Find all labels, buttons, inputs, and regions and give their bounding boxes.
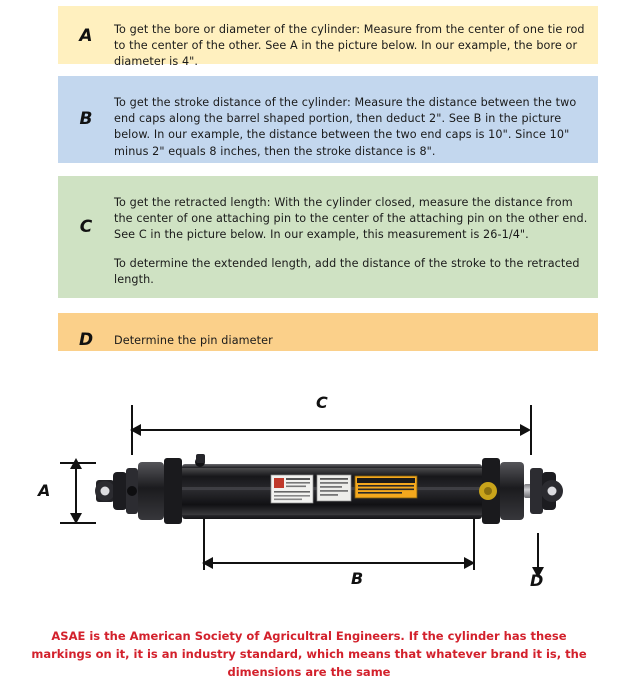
- instruction-block-d: [58, 313, 598, 351]
- block-c-body: [114, 184, 588, 288]
- right-clevis: [530, 468, 563, 514]
- block-a-body: [114, 14, 588, 71]
- c-right-arrowhead: [520, 424, 531, 436]
- block-a-letter: A: [79, 26, 93, 46]
- dimension-label-b: B: [351, 569, 364, 588]
- block-b-letter: B: [79, 109, 93, 129]
- block-c-paragraph-1: To get the retracted length: With the cylinder closed, measure the distance from the center of one attaching pin to the center of the attaching pin on the other end. See C in the picture below. In our example, this measurement is 26-1/4".: [114, 196, 588, 242]
- b-dimension-line: [208, 562, 470, 564]
- block-a-paragraph-1: To get the bore or diameter of the cylinder: Measure from the center of one tie rod to the center of the other. See A in the picture below. In our example, the bore or diameter is 4".: [114, 23, 585, 69]
- c-left-arrowhead: [130, 424, 141, 436]
- left-end-cap: [138, 462, 164, 520]
- hydraulic-cylinder-illustration: [0, 440, 618, 550]
- dimension-label-c: C: [316, 393, 328, 412]
- block-d-paragraph-1: Determine the pin diameter: [114, 334, 273, 347]
- block-d-body: [114, 321, 588, 349]
- warning-decal: [355, 476, 417, 498]
- b-left-arrowhead: [202, 557, 213, 569]
- dimension-label-a: A: [38, 481, 51, 500]
- block-c-paragraph-2: To determine the extended length, add the distance of the stroke to the retracted length.: [114, 256, 580, 286]
- block-c-letter: C: [79, 217, 93, 237]
- block-d-letter: D: [78, 330, 94, 350]
- asae-footer-note: ASAE is the American Society of Agricultral Engineers. If the cylinder has these markings on it, it is an industry standard, which means that whatever brand it is, the dimensions are the same: [31, 629, 587, 679]
- left-clevis: [95, 468, 138, 514]
- spec-decal: [317, 475, 351, 501]
- right-end-cap: [500, 462, 524, 520]
- block-b-paragraph-1: To get the stroke distance of the cylinder: Measure the distance between the two end caps along the barrel shaped portion, then deduct 2". See B in the picture below. In our example, the distance between the two end caps is 10". Since 10" minus 2" equals 8 inches, then the stroke distance is 8".: [114, 96, 577, 158]
- instruction-block-b: [58, 76, 598, 163]
- left-gland: [164, 458, 182, 524]
- instruction-block-c: [58, 176, 598, 298]
- dimension-label-d: D: [530, 571, 544, 590]
- instruction-block-a: [58, 6, 598, 69]
- cylinder-figure: [0, 385, 618, 620]
- block-b-body: [114, 84, 588, 160]
- c-dimension-line: [136, 429, 526, 431]
- asae-decal: [271, 475, 313, 503]
- b-right-arrowhead: [464, 557, 475, 569]
